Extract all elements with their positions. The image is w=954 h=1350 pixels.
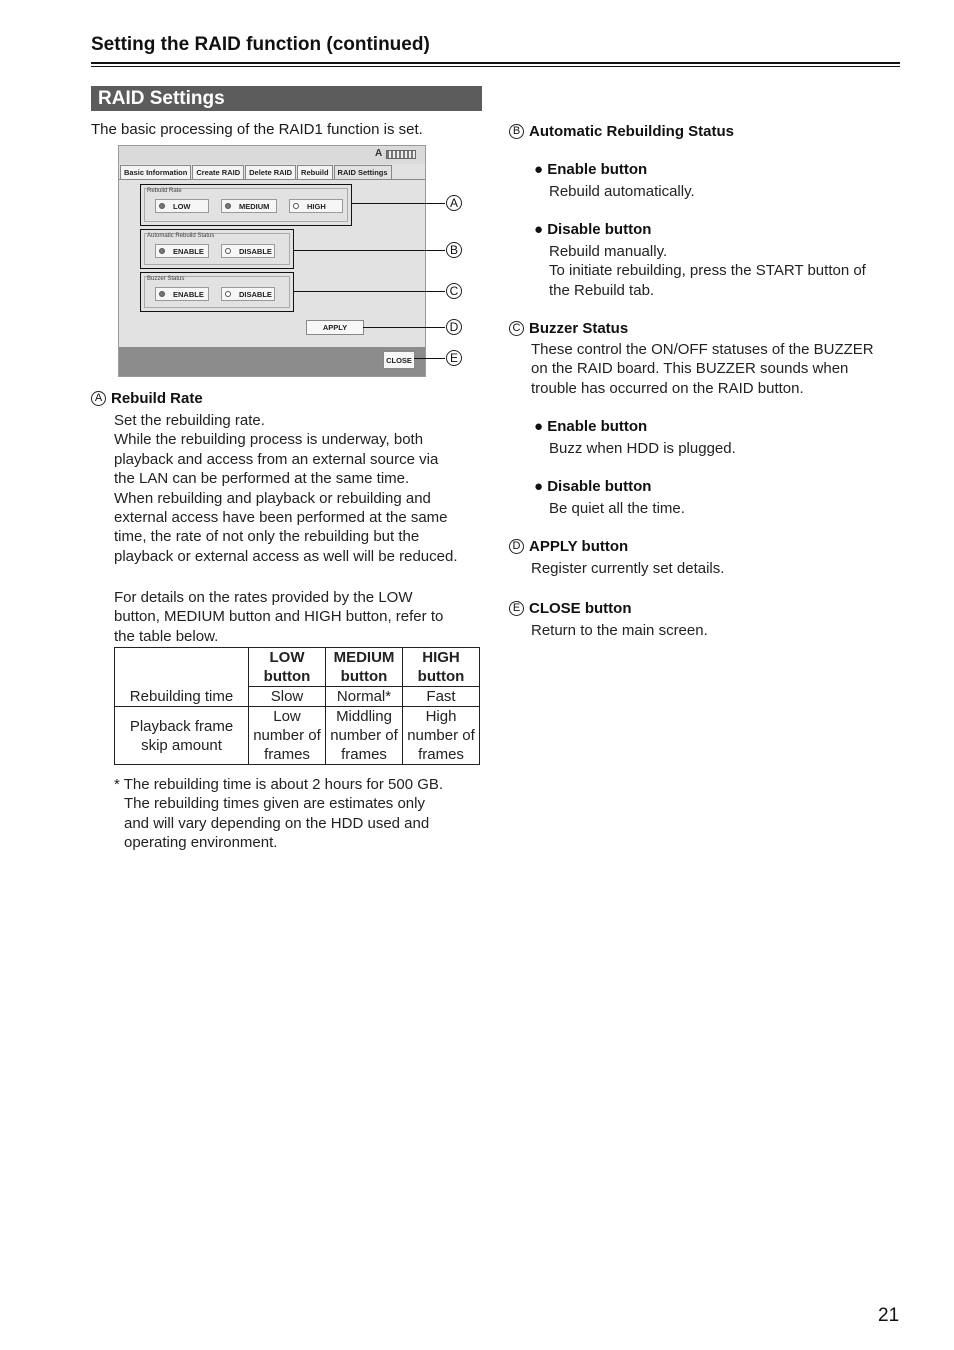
auto-rebuild-group-label: Automatic Rebuild Status [147,233,215,239]
page-title: Setting the RAID function (continued) [91,34,430,55]
callout-marker-d: D [446,319,462,335]
apply-heading: APPLY button [529,538,629,555]
close-heading: CLOSE button [529,600,632,617]
callout-leader-c [293,291,445,292]
table-header-low: LOW button [249,648,326,687]
rebuild-rate-group-label: Rebuild Rate [147,188,182,194]
callout-marker-b: B [446,242,462,258]
table-cell: Normal* [326,687,403,707]
status-chip-icon [386,150,416,159]
radio-dot-icon [225,203,231,209]
auto-rebuild-marker: B [509,124,524,139]
header-rule [91,62,900,64]
screenshot-tabs [120,165,393,179]
buzzer-group-label: Buzzer Status [147,276,185,282]
close-button[interactable]: CLOSE [383,351,415,369]
header-rule-thin [91,66,900,67]
callout-marker-c: C [446,283,462,299]
buzzer-enable-heading: ● Enable button [534,418,648,435]
rebuild-rate-details: For details on the rates provided by the LOW button, MEDIUM button and HIGH button, refer to the table below. [114,589,444,645]
callout-marker-e: E [446,350,462,366]
auto-rebuild-enable-button[interactable]: ENABLE [155,244,209,258]
rebuild-rate-description: Set the rebuilding rate. While the rebuilding process is underway, both playback and access from an external source via the LAN can be performed at the same time. When rebuilding and playback or rebuilding and external access have been performed at the same time, the rate of not only the rebuilding but the playback or external access as well will be reduced. [114,412,458,565]
close-text: Return to the main screen. [531,622,708,639]
page-number: 21 [878,1305,900,1326]
callout-leader-b [293,250,445,251]
auto-rebuild-group [140,229,294,269]
apply-button[interactable]: APPLY [306,320,364,335]
auto-rebuild-heading: Automatic Rebuilding Status [529,123,735,140]
callout-leader-a [351,203,445,204]
buzzer-marker: C [509,321,524,336]
screenshot-corner-mark: A [375,148,383,159]
tab-basic-information[interactable]: Basic Information [120,165,191,179]
rebuild-rate-group [140,184,352,226]
apply-marker: D [509,539,524,554]
table-cell: Middling number of frames [326,707,403,765]
table-row-label: Rebuilding time [115,648,249,707]
radio-dot-icon [159,248,165,254]
buzzer-disable-button[interactable]: DISABLE [221,287,275,301]
rebuild-rate-marker: A [91,391,106,406]
table-cell: Slow [249,687,326,707]
table-row-label: Playback frame skip amount [115,707,249,765]
buzzer-description: These control the ON/OFF statuses of the BUZZER on the RAID board. This BUZZER sounds when trouble has occurred on the RAID button. [531,341,874,397]
buzzer-group [140,272,294,312]
radio-dot-icon [225,291,231,297]
buzzer-disable-heading: ● Disable button [534,478,652,495]
footnote: * The rebuilding time is about 2 hours for 500 GB. The rebuilding times given are estimates only and will vary depending on the HDD used and operating environment. [114,776,444,852]
low-radio-button[interactable]: LOW [155,199,209,213]
screenshot-footer [119,347,425,376]
table-row [115,707,480,765]
buzzer-heading: Buzzer Status [529,320,629,337]
section-title: RAID Settings [98,88,225,109]
callout-leader-e [414,358,445,359]
raid-settings-screenshot [118,145,426,377]
auto-rebuild-enable-heading: ● Enable button [534,161,648,178]
table-header-high: HIGH button [403,648,480,687]
auto-rebuild-enable-text: Rebuild automatically. [549,183,695,200]
radio-dot-icon [293,203,299,209]
tab-delete-raid[interactable]: Delete RAID [245,165,296,179]
tab-raid-settings[interactable]: RAID Settings [334,165,392,179]
table-cell: High number of frames [403,707,480,765]
auto-rebuild-disable-text: Rebuild manually. To initiate rebuilding, press the START button of the Rebuild tab. [549,243,866,299]
radio-dot-icon [225,248,231,254]
auto-rebuild-disable-heading: ● Disable button [534,221,652,238]
auto-rebuild-disable-button[interactable]: DISABLE [221,244,275,258]
tab-create-raid[interactable]: Create RAID [192,165,244,179]
medium-radio-button[interactable]: MEDIUM [221,199,277,213]
high-radio-button[interactable]: HIGH [289,199,343,213]
buzzer-disable-text: Be quiet all the time. [549,500,685,517]
rebuild-rate-heading: Rebuild Rate [111,390,203,407]
close-marker: E [509,601,524,616]
radio-dot-icon [159,203,165,209]
table-cell: Fast [403,687,480,707]
apply-text: Register currently set details. [531,560,725,577]
tab-rebuild[interactable]: Rebuild [297,165,333,179]
rate-table [114,647,480,765]
radio-dot-icon [159,291,165,297]
table-cell: Low number of frames [249,707,326,765]
table-header-row [115,648,480,687]
table-header-medium: MEDIUM button [326,648,403,687]
callout-leader-d [363,327,445,328]
section-intro: The basic processing of the RAID1 function is set. [91,121,423,138]
buzzer-enable-button[interactable]: ENABLE [155,287,209,301]
callout-marker-a: A [446,195,462,211]
buzzer-enable-text: Buzz when HDD is plugged. [549,440,736,457]
